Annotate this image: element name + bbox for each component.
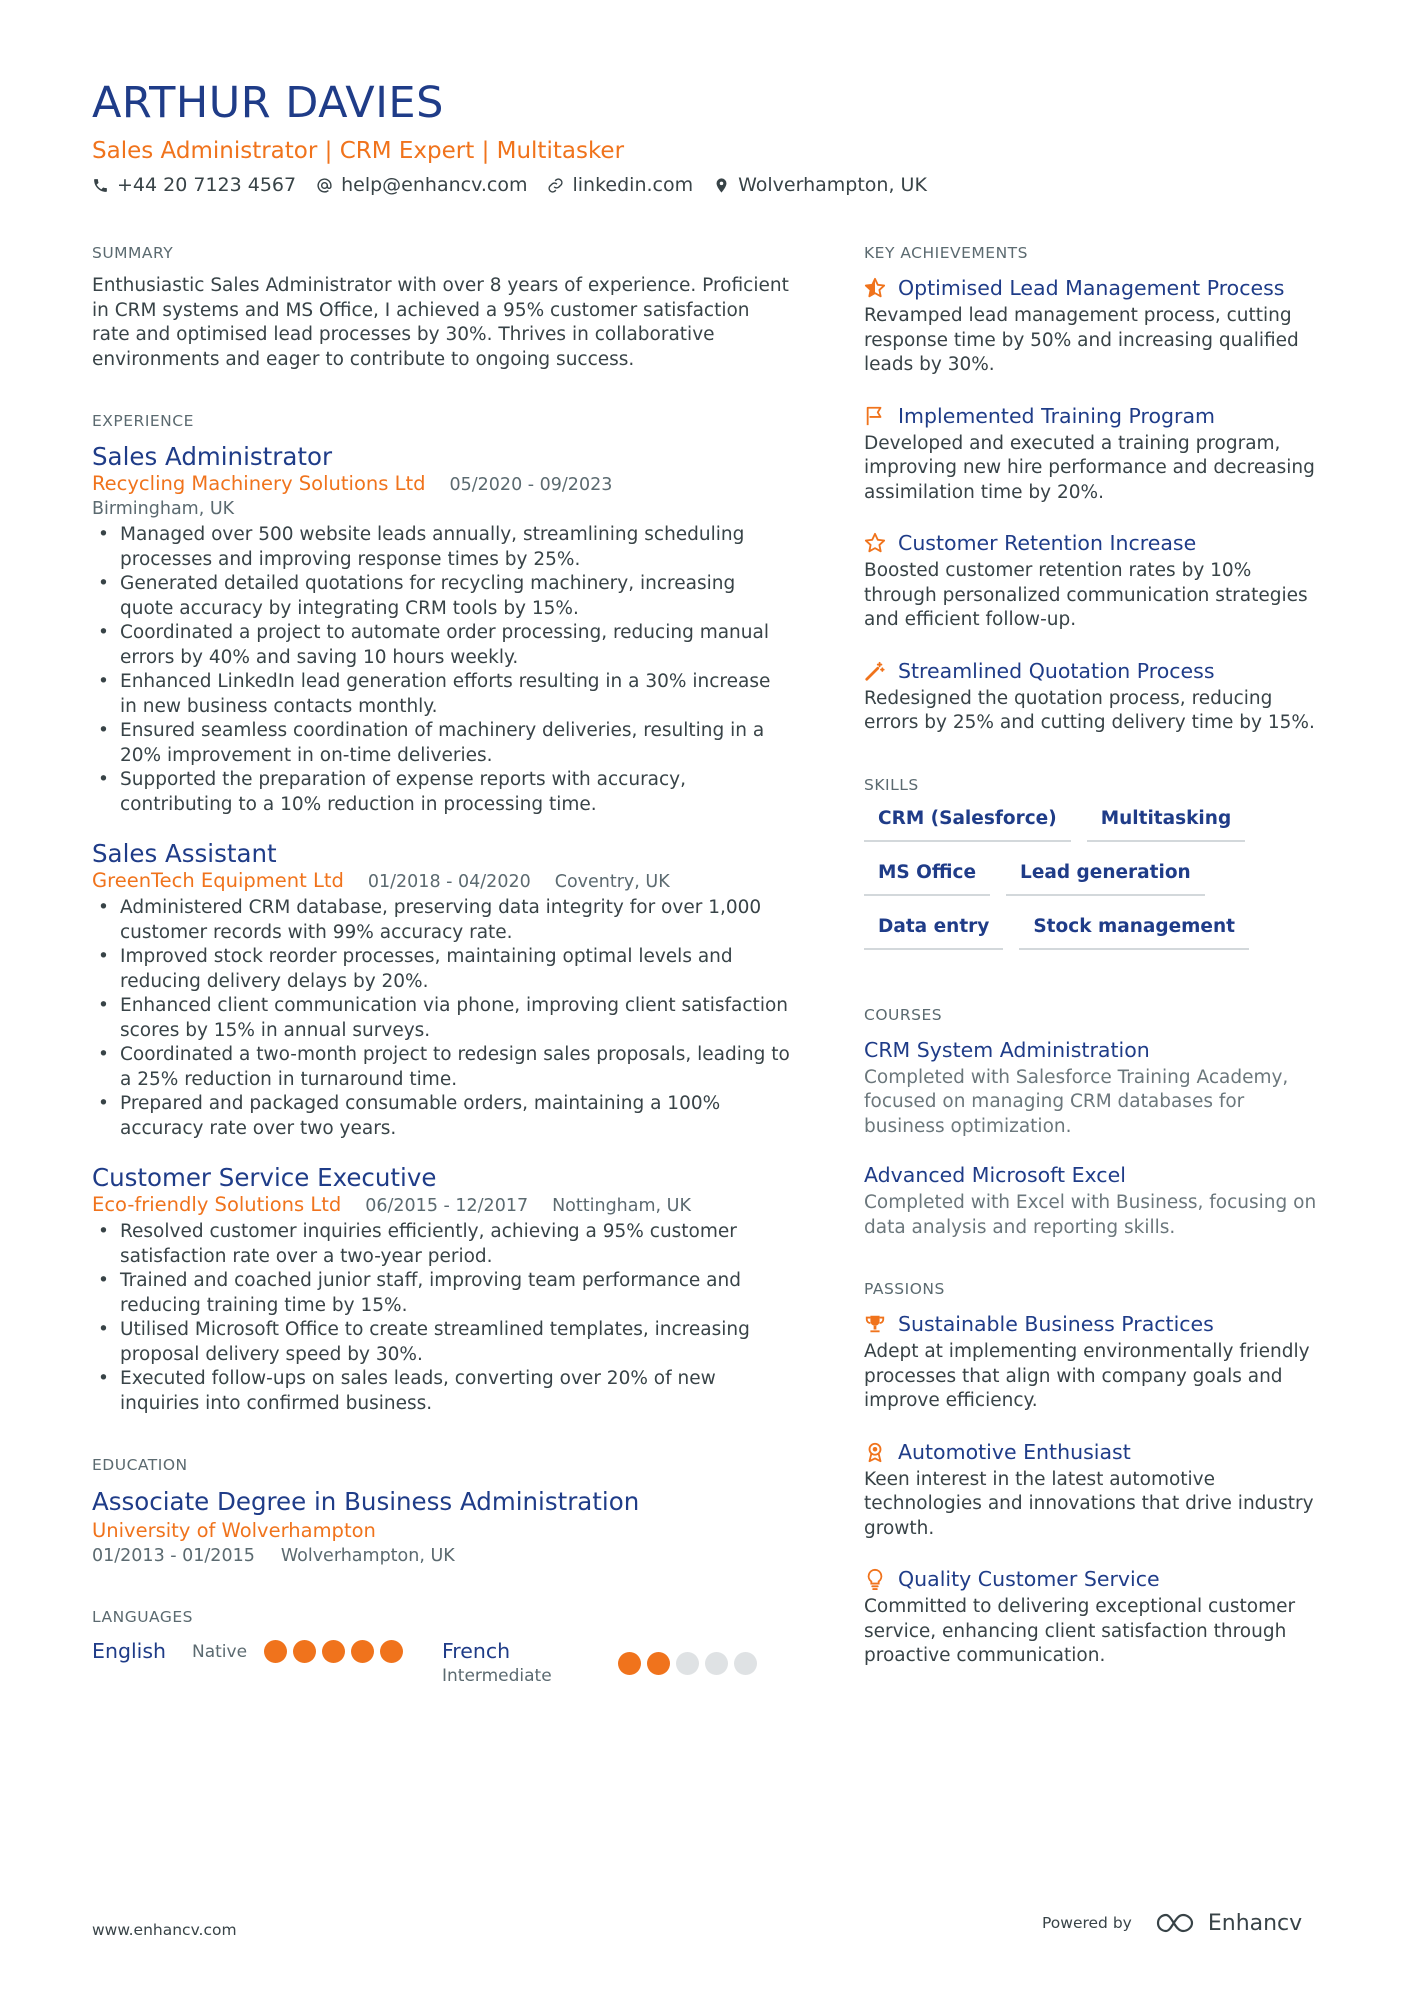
job-title: Sales Administrator (92, 442, 333, 471)
phone-text: +44 20 7123 4567 (117, 174, 297, 196)
skill-tag: Stock management (1019, 914, 1249, 950)
skill-tag: Multitasking (1087, 806, 1246, 842)
language-level: Native (192, 1642, 248, 1662)
passions-section (864, 1280, 1324, 1669)
footer-website[interactable]: www.enhancv.com (92, 1921, 237, 1939)
course-item (864, 1161, 1324, 1240)
passion-header (864, 1310, 1324, 1338)
rating-dot-filled (618, 1652, 641, 1675)
achievement-item (864, 529, 1324, 633)
achievement-title: Customer Retention Increase (898, 531, 1197, 555)
achievements-title: KEY ACHIEVEMENTS (864, 244, 1028, 262)
education-dates: 01/2013 - 01/2015 (92, 1546, 255, 1566)
experience-title: EXPERIENCE (92, 412, 194, 430)
contact-linkedin[interactable] (547, 174, 693, 196)
school-name: University of Wolverhampton (92, 1519, 376, 1542)
lightbulb-icon (864, 1568, 886, 1590)
powered-by-text: Powered by (1042, 1914, 1132, 1932)
job-meta (92, 1193, 792, 1218)
skill-tag: MS Office (864, 860, 990, 896)
achievement-text: Boosted customer retention rates by 10% through personalized communication strategies and efficient follow-up. (864, 560, 1308, 630)
rating-dot-filled (293, 1640, 316, 1663)
job-title: Sales Assistant (92, 839, 277, 868)
job-meta (92, 472, 792, 497)
job-bullets (92, 1220, 792, 1416)
skills-list (864, 806, 1334, 950)
job-dates: 01/2018 - 04/2020 (367, 872, 531, 892)
bullet-item: • Enhanced LinkedIn lead generation efforts resulting in a 30% increase in new business contacts monthly. (92, 670, 792, 719)
achievement-title: Implemented Training Program (898, 403, 1215, 428)
left-column (92, 244, 792, 1728)
job-bullets (92, 523, 792, 817)
language-rating (264, 1640, 403, 1663)
bullet-item: • Prepared and packaged consumable orders, maintaining a 100% accuracy rate over two years. (92, 1092, 792, 1141)
achievement-text: Developed and executed a training program, improving new hire performance and decreasing assimilation time by 20%. (864, 432, 1315, 503)
rating-dot-empty (705, 1652, 728, 1675)
brand-name: Enhancv (1207, 1910, 1303, 1936)
languages-section (92, 1608, 792, 1688)
languages-list (92, 1638, 792, 1688)
skill-tag: CRM (Salesforce) (864, 806, 1071, 842)
achievement-item (864, 657, 1324, 736)
linkedin-text[interactable]: linkedin.com (572, 174, 694, 196)
star-icon (864, 532, 886, 554)
passion-item (864, 1438, 1324, 1542)
job-company: Eco-friendly Solutions Ltd (92, 1193, 342, 1216)
job-location: Coventry, UK (554, 872, 670, 892)
enhancv-logo-icon (1154, 1910, 1200, 1936)
bullet-item: • Coordinated a project to automate order processing, reducing manual errors by 40% and saving 10 hours weekly. (92, 621, 792, 670)
bullet-item: • Executed follow-ups on sales leads, converting over 20% of new inquiries into confirmed business. (92, 1367, 792, 1416)
summary-text: Enthusiastic Sales Administrator with over 8 years of experience. Proficient in CRM systems and MS Office, I achieved a 95% customer satisfaction rate and optimised lead processes by 30%. Thrives in collaborative environments and eager to contribute to ongoing success. (92, 275, 789, 370)
achievement-text: Redesigned the quotation process, reducing errors by 25% and cutting delivery time by 15%. (864, 687, 1315, 733)
job-title: Customer Service Executive (92, 1163, 437, 1192)
passion-title: Automotive Enthusiast (898, 1439, 1131, 1464)
achievement-header (864, 529, 1324, 557)
achievement-header (864, 274, 1324, 302)
bullet-item: • Coordinated a two-month project to redesign sales proposals, leading to a 25% reduction in turnaround time. (92, 1043, 792, 1092)
passions-title: PASSIONS (864, 1280, 945, 1298)
trophy-icon (864, 1313, 886, 1335)
passion-item (864, 1565, 1324, 1669)
contact-location (713, 174, 927, 196)
star-half-icon (864, 277, 886, 299)
link-icon (547, 177, 564, 194)
rating-dot-filled (380, 1640, 403, 1663)
skill-tag: Data entry (864, 914, 1003, 950)
job-company: Recycling Machinery Solutions Ltd (92, 472, 426, 495)
achievement-item (864, 402, 1324, 506)
bullet-item: • Administered CRM database, preserving data integrity for over 1,000 customer records with 99% accuracy rate. (92, 896, 792, 945)
courses-section (864, 1006, 1324, 1241)
course-text: Completed with Excel with Business, focusing on data analysis and reporting skills. (864, 1192, 1317, 1238)
education-meta (92, 1544, 792, 1568)
summary-title: SUMMARY (92, 244, 174, 262)
contact-bar (92, 174, 927, 196)
passion-header (864, 1565, 1324, 1593)
skills-title: SKILLS (864, 775, 919, 794)
rating-dot-filled (264, 1640, 287, 1663)
footer-branding (1042, 1910, 1302, 1936)
rating-dot-filled (647, 1652, 670, 1675)
course-title: CRM System Administration (864, 1037, 1150, 1062)
languages-title: LANGUAGES (92, 1608, 194, 1626)
contact-phone (92, 174, 296, 196)
education-section (92, 1456, 792, 1568)
language-name-wrap (442, 1638, 618, 1688)
passion-item (864, 1310, 1324, 1414)
rating-dot-filled (351, 1640, 374, 1663)
brand-logo[interactable] (1154, 1910, 1302, 1936)
language-rating (618, 1652, 757, 1675)
experience-section (92, 412, 792, 1416)
job-company: GreenTech Equipment Ltd (92, 869, 344, 892)
language-level: Intermediate (442, 1666, 552, 1686)
flag-icon (864, 405, 886, 427)
email-text[interactable]: help@enhancv.com (341, 174, 528, 196)
course-title: Advanced Microsoft Excel (864, 1163, 1126, 1187)
course-item (864, 1036, 1324, 1140)
bullet-item: • Generated detailed quotations for recycling machinery, increasing quote accuracy by integrating CRM tools by 15%. (92, 572, 792, 621)
language-item (92, 1638, 442, 1688)
skills-section (864, 776, 1324, 950)
candidate-name: ARTHUR DAVIES (92, 78, 444, 128)
right-column (864, 244, 1324, 1709)
contact-email[interactable] (316, 174, 527, 196)
course-text: Completed with Salesforce Training Academy, focused on managing CRM databases for business optimization. (864, 1066, 1289, 1137)
achievement-title: Streamlined Quotation Process (898, 658, 1215, 683)
phone-icon (92, 177, 109, 194)
language-name: French (442, 1639, 511, 1663)
passion-text: Committed to delivering exceptional customer service, enhancing client satisfaction through proactive communication. (864, 1596, 1296, 1666)
education-title: EDUCATION (92, 1456, 188, 1474)
rating-dot-empty (734, 1652, 757, 1675)
passion-title: Sustainable Business Practices (898, 1312, 1214, 1336)
achievement-item (864, 274, 1324, 378)
job-dates: 06/2015 - 12/2017 (365, 1196, 529, 1216)
job-dates: 05/2020 - 09/2023 (449, 475, 613, 495)
passion-header (864, 1438, 1324, 1466)
job-entry (92, 442, 792, 817)
magic-wand-icon (864, 660, 886, 682)
rating-dot-empty (676, 1652, 699, 1675)
rating-dot-filled (322, 1640, 345, 1663)
bullet-item: • Supported the preparation of expense reports with accuracy, contributing to a 10% reduction in processing time. (92, 768, 792, 817)
job-location: Nottingham, UK (552, 1196, 691, 1216)
bullet-item: • Resolved customer inquiries efficiently, achieving a 95% customer satisfaction rate over a two-year period. (92, 1220, 792, 1269)
passion-title: Quality Customer Service (898, 1567, 1160, 1591)
education-location: Wolverhampton, UK (280, 1546, 455, 1566)
achievement-text: Revamped lead management process, cutting response time by 50% and increasing qualified leads by 30%. (864, 305, 1299, 375)
language-name-wrap (92, 1638, 192, 1664)
language-level-wrap (192, 1638, 264, 1664)
bullet-item: • Utilised Microsoft Office to create streamlined templates, increasing proposal delivery speed by 30%. (92, 1318, 792, 1367)
job-location: Birmingham, UK (92, 499, 235, 519)
job-entry (92, 1163, 792, 1416)
bullet-item: • Trained and coached junior staff, improving team performance and reducing training time by 15%. (92, 1269, 792, 1318)
bullet-item: • Enhanced client communication via phone, improving client satisfaction scores by 15% in annual surveys. (92, 994, 792, 1043)
headline: Sales Administrator | CRM Expert | Multitasker (92, 138, 625, 164)
bullet-item: • Ensured seamless coordination of machinery deliveries, resulting in a 20% improvement in on-time deliveries. (92, 719, 792, 768)
bullet-item: • Managed over 500 website leads annually, streamlining scheduling processes and improving response times by 25%. (92, 523, 792, 572)
language-name: English (92, 1639, 167, 1663)
bullet-item: • Improved stock reorder processes, maintaining optimal levels and reducing delivery delays by 20%. (92, 945, 792, 994)
passion-text: Adept at implementing environmentally friendly processes that align with company goals and improve efficiency. (864, 1341, 1310, 1411)
job-meta (92, 869, 792, 894)
achievement-title: Optimised Lead Management Process (898, 276, 1285, 300)
map-pin-icon (713, 177, 730, 194)
award-icon (864, 1441, 886, 1463)
at-icon (316, 177, 333, 194)
achievement-header (864, 657, 1324, 685)
location-text: Wolverhampton, UK (738, 174, 927, 196)
achievements-section (864, 244, 1324, 736)
achievement-header (864, 402, 1324, 430)
language-item (442, 1638, 792, 1688)
job-entry (92, 839, 792, 1141)
skill-tag: Lead generation (1006, 860, 1205, 896)
job-bullets (92, 896, 792, 1141)
passion-text: Keen interest in the latest automotive technologies and innovations that drive industry growth. (864, 1468, 1314, 1539)
courses-title: COURSES (864, 1005, 943, 1024)
degree-title: Associate Degree in Business Administration (92, 1487, 640, 1516)
summary-section (92, 244, 792, 372)
